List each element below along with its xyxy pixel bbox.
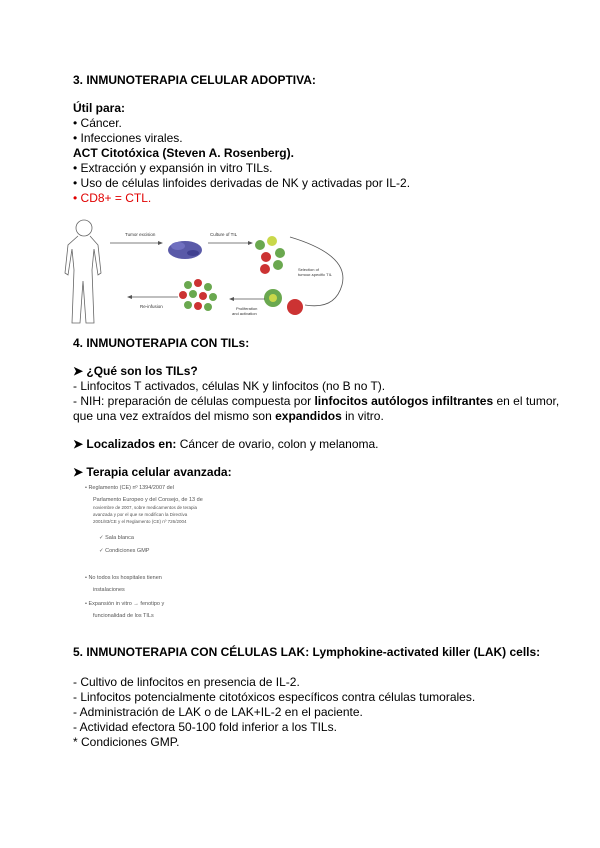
- reinfusion-label: Re-infusion: [140, 304, 163, 309]
- section3-title: 3. INMUNOTERAPIA CELULAR ADOPTIVA:: [73, 73, 316, 87]
- text-line: - Linfocitos potencialmente citotóxicos específicos contra células tumorales.: [73, 690, 476, 704]
- text-line: - Actividad efectora 50-100 fold inferior a los TILs.: [73, 720, 337, 734]
- inset-check: ✓ Sala blanca: [99, 535, 134, 541]
- section4-title: 4. INMUNOTERAPIA CON TILs:: [73, 336, 250, 350]
- proliferation-label: Proliferation: [236, 306, 258, 311]
- section5-title: 5. INMUNOTERAPIA CON CÉLULAS LAK: Lymphokine-activated killer (LAK) cells:: [73, 645, 541, 659]
- inset-check: ✓ Condiciones GMP: [99, 548, 150, 554]
- expanded-cells: [179, 279, 217, 311]
- text-line: que una vez extraídos del mismo son expandidos in vitro.: [73, 409, 384, 423]
- selected-cells: [264, 289, 303, 315]
- location-line: ➤ Localizados en: Cáncer de ovario, colon y melanoma.: [73, 437, 379, 451]
- regulation-inset: [85, 485, 220, 625]
- list-item: • Cáncer.: [73, 116, 122, 130]
- selection-label-2: tumour-specific TIL: [298, 272, 332, 277]
- inset-line: • No todos los hospitales tienen: [85, 575, 162, 581]
- text-line: - Cultivo de linfocitos en presencia de IL-2.: [73, 675, 300, 689]
- inset-line: • Expansión in vitro → fenotipo y: [85, 601, 165, 607]
- tumor-mass: [168, 241, 202, 259]
- util-heading: Útil para:: [73, 101, 126, 115]
- inset-line: funcionalidad de los TILs: [93, 613, 154, 619]
- cultured-cells: [255, 236, 285, 274]
- tils-question-heading: ➤ ¿Qué son los TILs?: [73, 364, 198, 378]
- act-process-figure: [60, 215, 350, 330]
- inset-line: noviembre de 2007, sobre medicamentos de terapia: [93, 505, 198, 510]
- inset-line: instalaciones: [93, 587, 125, 593]
- inset-line: Parlamento Europeo y del Consejo, de 13 de: [93, 497, 203, 503]
- text-line: - Administración de LAK o de LAK+IL-2 en el paciente.: [73, 705, 363, 719]
- text-line: - Linfocitos T activados, células NK y linfocitos (no B no T).: [73, 379, 386, 393]
- list-item: • Extracción y expansión in vitro TILs.: [73, 161, 273, 175]
- inset-line: 2001/83/CE y el Reglamento (CE) nº 726/2004: [93, 519, 187, 524]
- text-line: - NIH: preparación de células compuesta por linfocitos autólogos infiltrantes en el tumor,: [73, 394, 560, 408]
- culture-til-label: Culture of TIL: [210, 232, 238, 237]
- list-item: • Uso de células linfoides derivadas de NK y activadas por IL-2.: [73, 176, 411, 190]
- text-line: * Condiciones GMP.: [73, 735, 180, 749]
- tumor-excision-label: Tumor excision: [125, 232, 156, 237]
- list-item: • Infecciones virales.: [73, 131, 183, 145]
- inset-line: • Reglamento (CE) nº 1394/2007 del: [85, 485, 174, 491]
- cd8-note: • CD8+ = CTL.: [73, 191, 152, 205]
- activation-label: and activation: [232, 311, 257, 316]
- advanced-therapy-heading: ➤ Terapia celular avanzada:: [73, 465, 232, 479]
- act-heading: ACT Citotóxica (Steven A. Rosenberg).: [73, 146, 294, 160]
- human-silhouette: [65, 220, 101, 323]
- inset-line: avanzada y por el que se modifican la Directiva: [93, 512, 188, 517]
- selection-label: Selection of: [298, 267, 319, 272]
